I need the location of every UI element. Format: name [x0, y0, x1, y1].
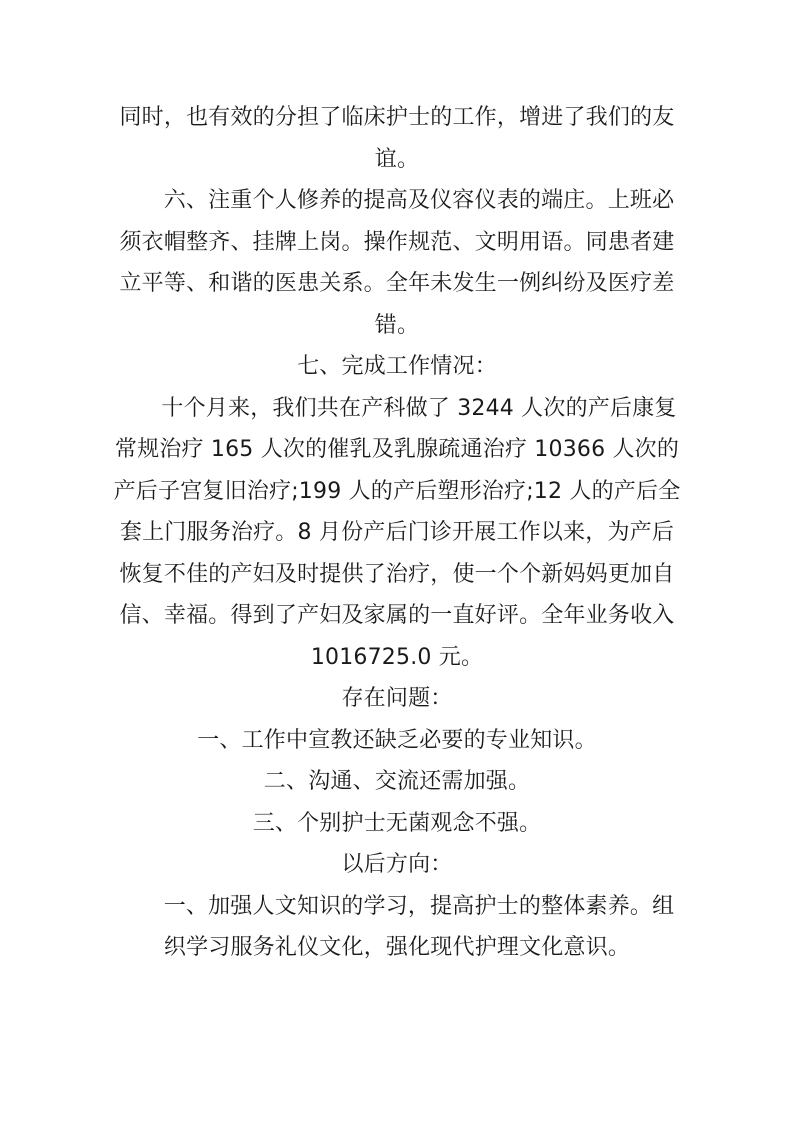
document-body [110, 97, 684, 969]
paragraph-friendship: 同时，也有效的分担了临床护士的工作，增进了我们的友谊。 [119, 105, 675, 172]
heading-section-seven: 七、完成工作情况： [297, 354, 497, 379]
direction-item-1: 一、加强人文知识的学习，提高护士的整体素养。组织学习服务礼仪文化，强化现代护理文化意识。 [163, 893, 675, 960]
problem-item-1: 一、工作中宣教还缺乏必要的专业知识。 [197, 727, 597, 753]
paragraph-work-statistics: 十个月来，我们共在产科做了 3244 人次的产后康复常规治疗 165 人次的催乳及乳腺疏通治疗 10366 人次的产后子宫复旧治疗;199 人的产后塑形治疗;12 人的产后全套上门服务治疗。8 月份产后门诊开展工作以来，为产后恢复不佳的产妇及时提供了治疗，使一个个新妈妈更加自信、幸福。得到了产妇及家属的一直好评。全年业务收入 1016725.0 元。 [113, 395, 681, 670]
heading-future-direction: 以后方向： [341, 852, 453, 877]
paragraph-section-six: 六、注重个人修养的提高及仪容仪表的端庄。上班必须衣帽整齐、挂牌上岗。操作规范、文明用语。同患者建立平等、和谐的医患关系。全年未发生一例纠纷及医疗差错。 [119, 188, 675, 338]
heading-problems: 存在问题： [341, 686, 453, 711]
problem-item-2: 二、沟通、交流还需加强。 [263, 769, 531, 794]
problem-item-3: 三、个别护士无菌观念不强。 [252, 810, 542, 836]
